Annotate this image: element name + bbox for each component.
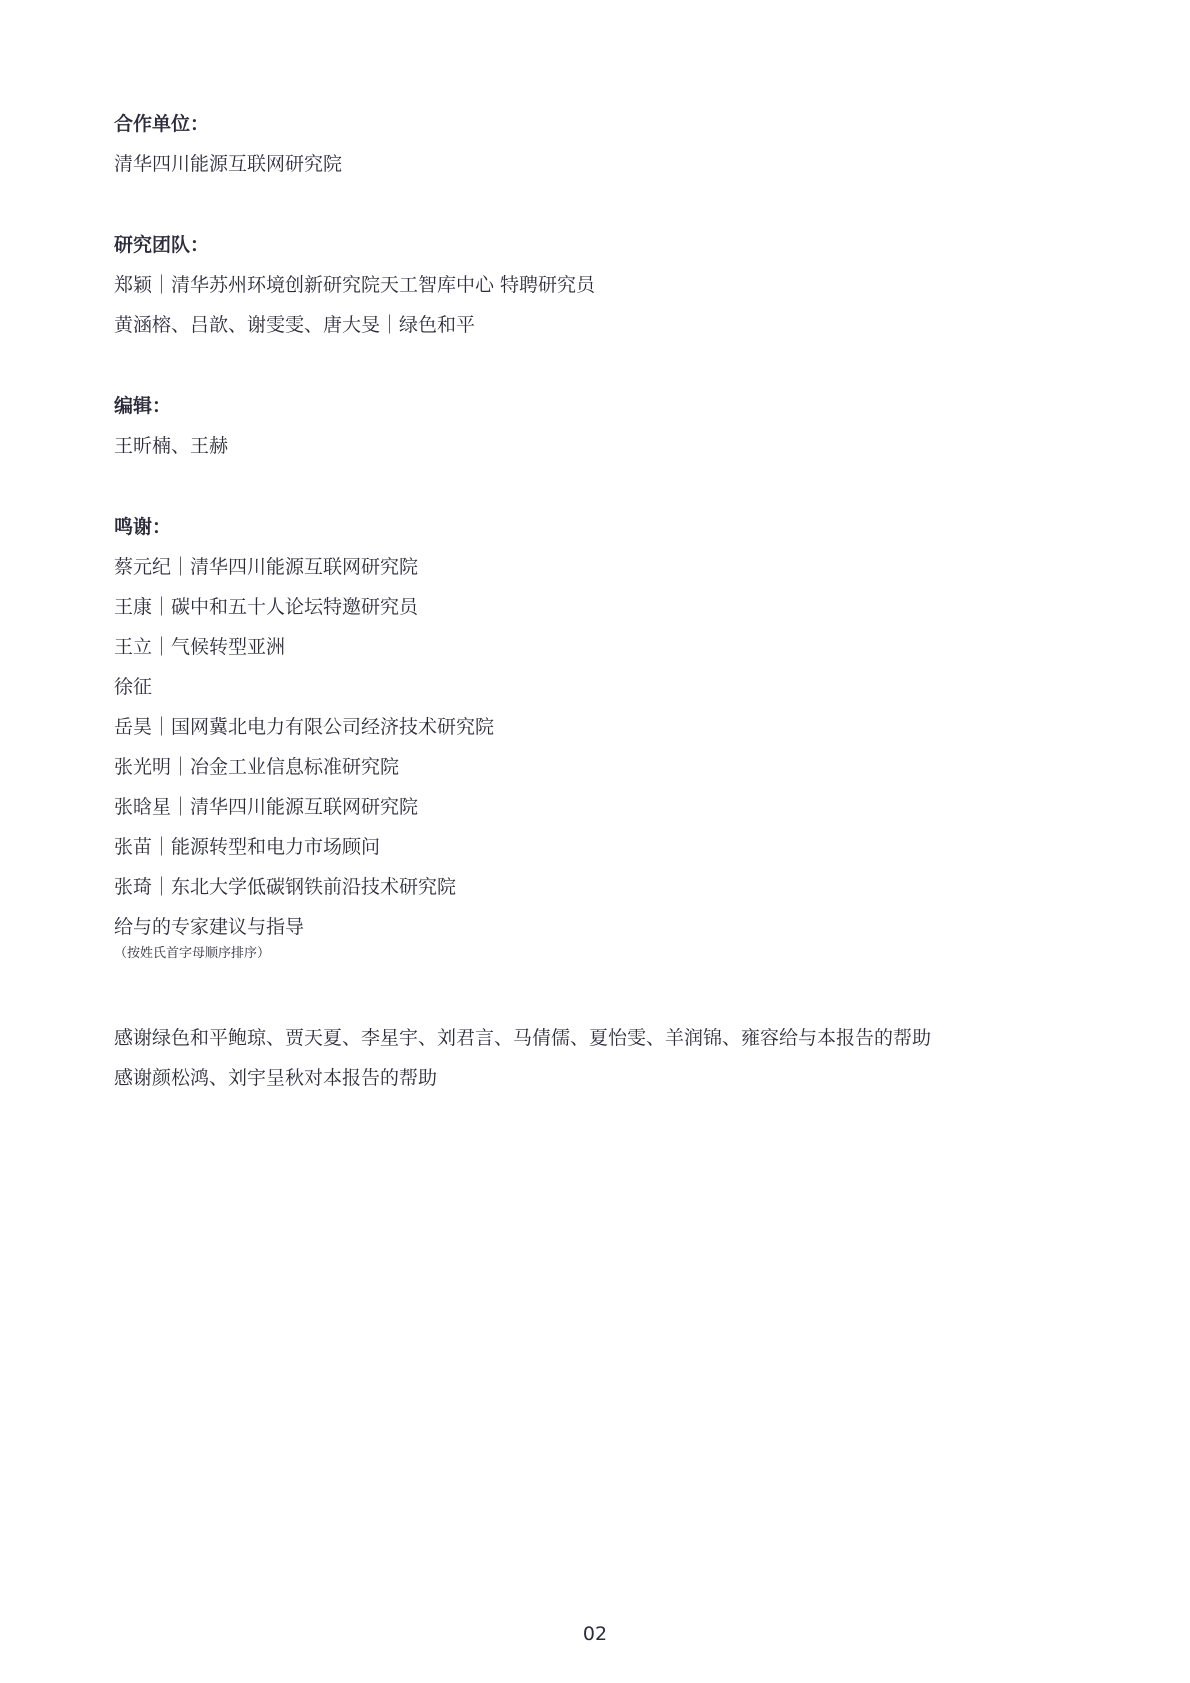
section-acknowledgements	[114, 507, 1094, 965]
section-heading-editors: 编辑：	[114, 395, 172, 417]
section-thanks	[114, 1018, 1094, 1098]
section-heading-partner: 合作单位：	[114, 113, 210, 135]
acknowledged-expert: 王康｜碳中和五十人论坛特邀研究员	[114, 596, 419, 618]
ordering-note: （按姓氏首字母顺序排序）	[114, 946, 271, 961]
acknowledgement-closing: 给与的专家建议与指导	[114, 916, 305, 938]
acknowledged-expert: 张光明｜冶金工业信息标准研究院	[114, 756, 400, 778]
section-heading-research-team: 研究团队：	[114, 234, 210, 256]
acknowledged-expert: 岳昊｜国网冀北电力有限公司经济技术研究院	[114, 716, 495, 738]
thanks-line: 感谢绿色和平鲍琼、贾天夏、李星宇、刘君言、马倩儒、夏怡雯、羊润锦、雍容给与本报告的帮助	[114, 1027, 932, 1049]
section-editors	[114, 386, 1094, 466]
partner-name: 清华四川能源互联网研究院	[114, 153, 343, 175]
acknowledged-expert: 蔡元纪｜清华四川能源互联网研究院	[114, 556, 419, 578]
editor-names: 王昕楠、王赫	[114, 435, 229, 457]
acknowledged-expert: 张晗星｜清华四川能源互联网研究院	[114, 796, 419, 818]
section-partner	[114, 104, 1094, 184]
acknowledged-expert: 张琦｜东北大学低碳钢铁前沿技术研究院	[114, 876, 457, 898]
acknowledged-expert: 徐征	[114, 676, 153, 698]
acknowledged-expert: 张苗｜能源转型和电力市场顾问	[114, 836, 381, 858]
page-number: 02	[582, 1623, 608, 1645]
team-member: 郑颖｜清华苏州环境创新研究院天工智库中心 特聘研究员	[114, 274, 596, 296]
credits-page	[114, 104, 1094, 1098]
section-research-team	[114, 225, 1094, 345]
team-member: 黄涵榕、吕歆、谢雯雯、唐大旻｜绿色和平	[114, 314, 476, 336]
thanks-line: 感谢颜松鸿、刘宇呈秋对本报告的帮助	[114, 1067, 438, 1089]
acknowledged-expert: 王立｜气候转型亚洲	[114, 636, 286, 658]
section-heading-acknowledgements: 鸣谢：	[114, 516, 172, 538]
